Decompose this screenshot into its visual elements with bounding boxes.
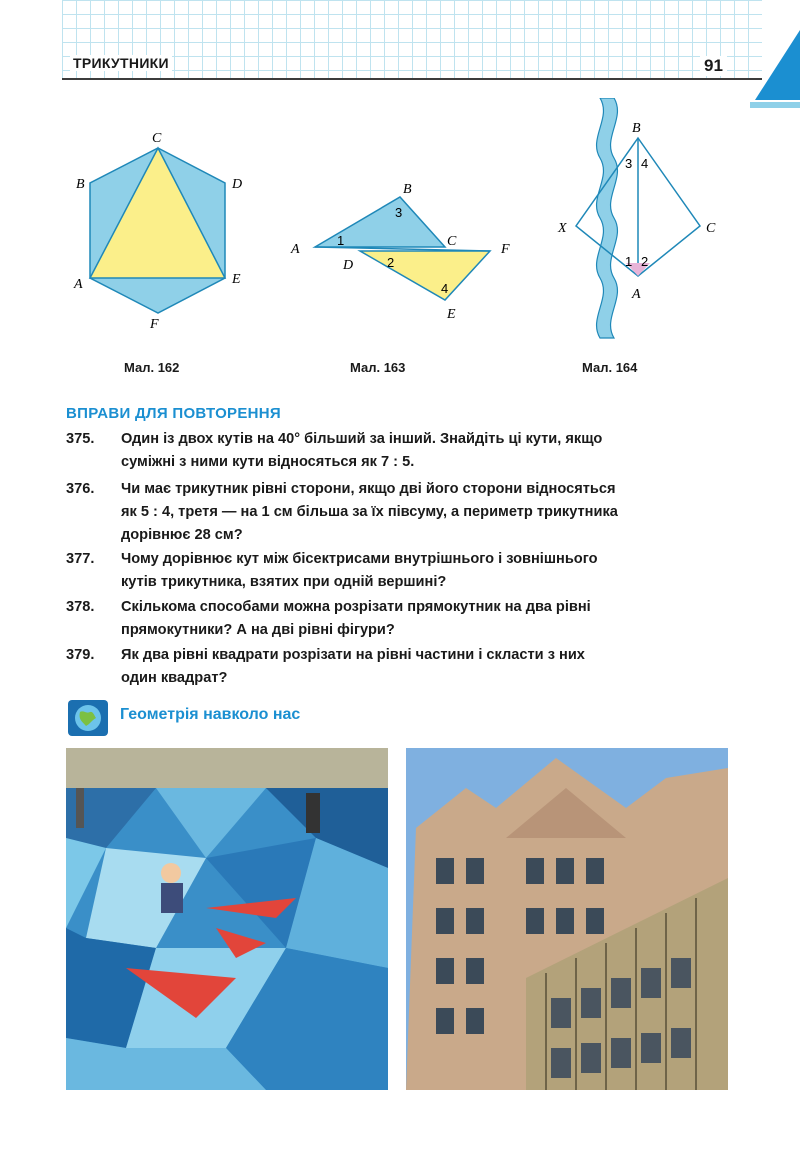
vertex-label-a: A xyxy=(74,277,83,292)
angle-2: 2 xyxy=(387,255,395,270)
river xyxy=(597,98,618,338)
angle-3: 3 xyxy=(625,156,633,171)
exercise-375 xyxy=(66,428,736,474)
photo-triangle-plaza xyxy=(66,748,388,1090)
figure-163 xyxy=(285,175,525,325)
triangle-abc xyxy=(315,197,445,247)
exercise-line: один квадрат? xyxy=(121,670,228,686)
exercise-line: Чи має трикутник рівні сторони, якщо дві його сторони відносяться xyxy=(121,481,616,497)
exercise-line: кутів трикутника, взятих при одній вершині? xyxy=(121,574,447,590)
globe-icon xyxy=(68,700,108,736)
exercise-line: як 5 : 4, третя — на 1 см більша за їх півсуму, а периметр трикутника xyxy=(121,504,618,520)
vertex-label-x: X xyxy=(558,221,567,236)
exercise-line: Один із двох кутів на 40° більший за інший. Знайдіть ці кути, якщо xyxy=(121,431,603,447)
vertex-label-b: B xyxy=(632,121,641,136)
exercises-heading: ВПРАВИ ДЛЯ ПОВТОРЕННЯ xyxy=(66,405,281,422)
exercise-line: Чому дорівнює кут між бісектрисами внутрішнього і зовнішнього xyxy=(121,551,598,567)
vertex-label-c: C xyxy=(152,131,162,146)
angle-3: 3 xyxy=(395,205,403,220)
vertex-label-f: F xyxy=(150,317,159,332)
exercise-line: суміжні з ними кути відносяться як 7 : 5. xyxy=(121,454,415,470)
exercise-378 xyxy=(66,596,736,642)
exercise-number: 376. xyxy=(66,481,95,497)
figure-162 xyxy=(70,128,260,338)
exercise-line: дорівнює 28 см? xyxy=(121,527,243,543)
exercise-number: 379. xyxy=(66,647,95,663)
exercise-379 xyxy=(66,644,736,690)
vertex-label-d: D xyxy=(343,258,354,273)
section-title: ТРИКУТНИКИ xyxy=(70,55,172,71)
caption-163: Мал. 163 xyxy=(350,360,406,375)
vertex-label-e: E xyxy=(232,272,241,287)
figure-164 xyxy=(550,98,730,343)
exercise-number: 377. xyxy=(66,551,95,567)
exercise-number: 378. xyxy=(66,599,95,615)
angle-4: 4 xyxy=(641,156,649,171)
angle-2: 2 xyxy=(641,254,649,269)
exercise-377 xyxy=(66,548,736,594)
vertex-label-a: A xyxy=(632,287,641,302)
angle-1: 1 xyxy=(337,233,345,248)
exercise-line: Скількома способами можна розрізати прямокутник на два рівні xyxy=(121,599,591,615)
angle-4: 4 xyxy=(441,281,449,296)
vertex-label-c: C xyxy=(447,234,457,249)
exercise-376 xyxy=(66,478,736,547)
exercise-line: Як два рівні квадрати розрізати на рівні частини і скласти з них xyxy=(121,647,585,663)
exercise-line: прямокутники? А на дві рівні фігури? xyxy=(121,622,395,638)
vertex-label-b: B xyxy=(76,177,85,192)
vertex-label-f: F xyxy=(501,242,510,257)
exercise-number: 375. xyxy=(66,431,95,447)
vertex-label-d: D xyxy=(232,177,243,192)
triangle-def xyxy=(360,251,490,300)
vertex-label-b: B xyxy=(403,182,412,197)
vertex-label-a: A xyxy=(291,242,300,257)
photo-building xyxy=(406,748,728,1090)
vertex-label-c: C xyxy=(706,221,716,236)
vertex-label-e: E xyxy=(447,307,456,322)
angle-1: 1 xyxy=(625,254,633,269)
geometry-heading: Геометрія навколо нас xyxy=(120,706,301,723)
corner-tab xyxy=(750,30,800,110)
caption-162: Мал. 162 xyxy=(124,360,180,375)
caption-164: Мал. 164 xyxy=(582,360,638,375)
page-number: 91 xyxy=(700,56,727,76)
